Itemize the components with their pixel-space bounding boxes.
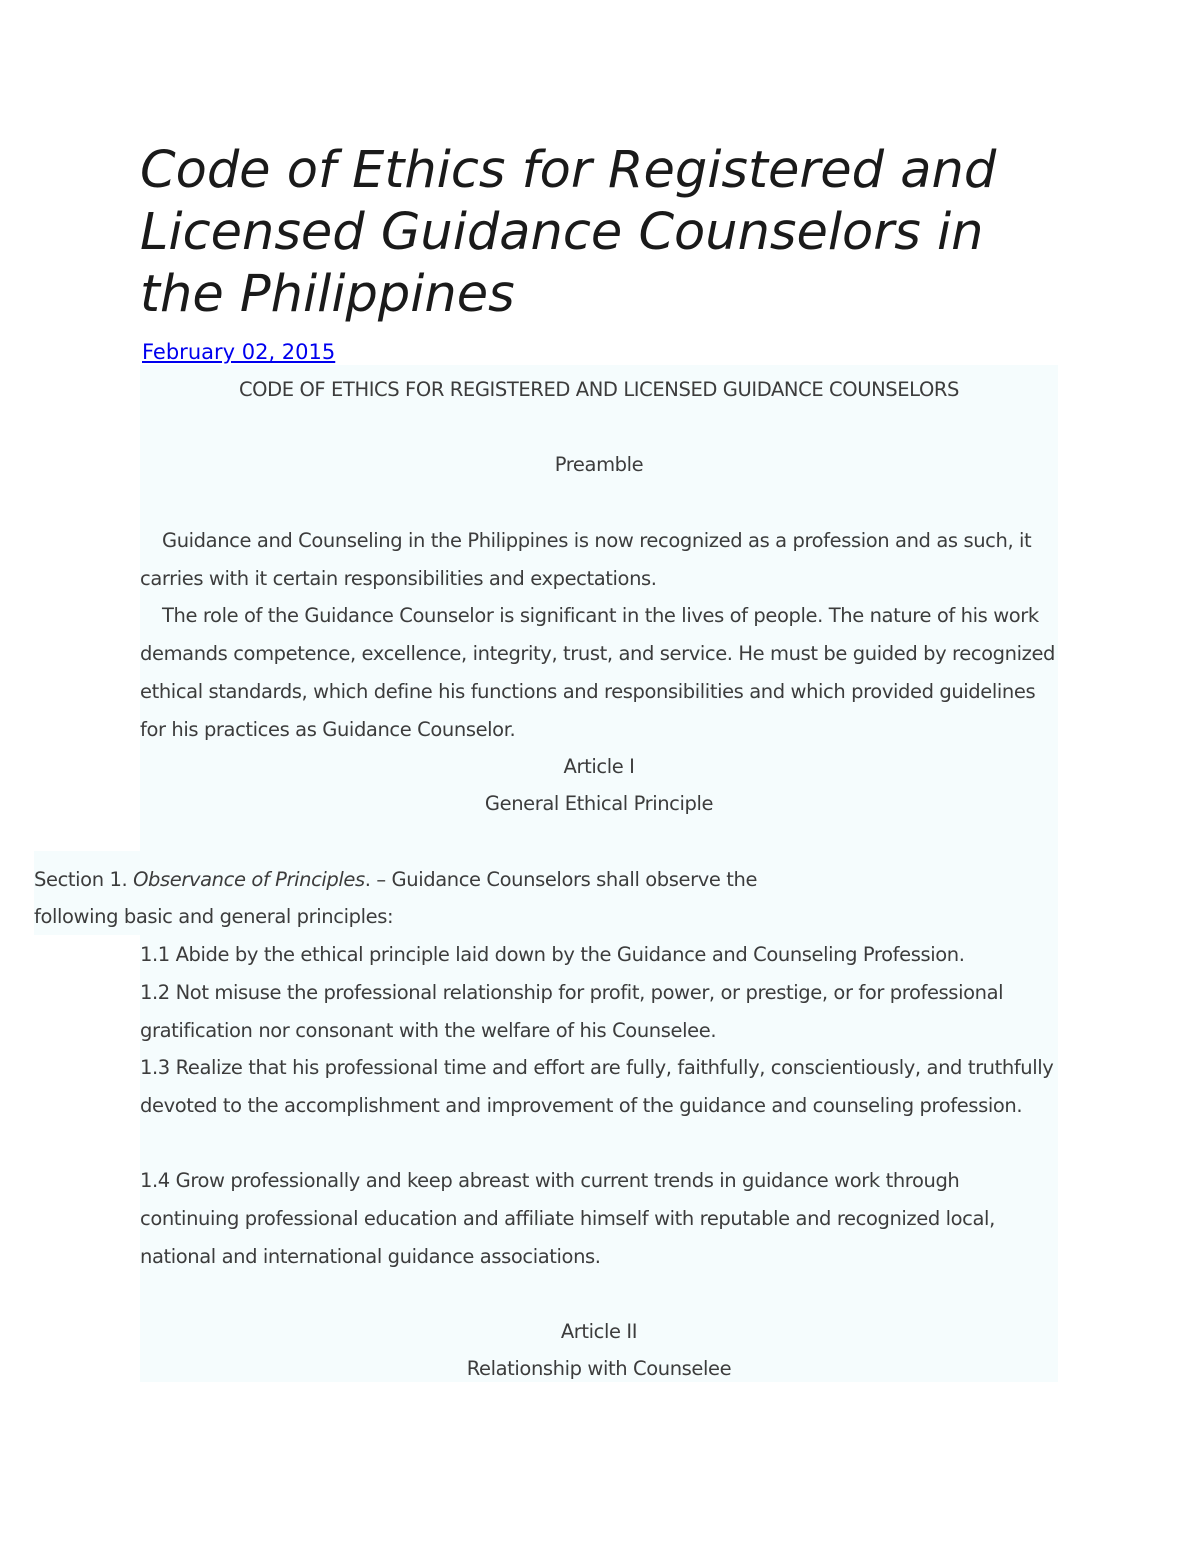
- document-title: Code of Ethics for Registered and Licensed Guidance Counselors in the Philippines: [140, 141, 997, 324]
- article-1-number: Article I: [563, 755, 635, 778]
- article-2-number: Article II: [560, 1320, 638, 1343]
- principle-item: 1.1 Abide by the ethical principle laid down by the Guidance and Counseling Profession.: [140, 943, 965, 966]
- preamble-paragraph: Guidance and Counseling in the Philippines is now recognized as a profession and as such, it carries with it certain responsibilities and expectations.: [140, 529, 1032, 590]
- section-1-text-continued: following basic and general principles:: [34, 905, 394, 928]
- section-1-heading: [34, 861, 757, 899]
- principle-item: 1.3 Realize that his professional time and effort are fully, faithfully, conscientiously, and truthfully devoted to the accomplishment and improvement of the guidance and counseling profession.: [140, 1056, 1054, 1117]
- section-1-name: Observance of Principles: [133, 868, 365, 891]
- section-1-text: . – Guidance Counselors shall observe the: [364, 868, 758, 891]
- preamble-title: Preamble: [554, 453, 644, 476]
- principle-item: 1.2 Not misuse the professional relationship for profit, power, or prestige, or for professional gratification nor consonant with the welfare of his Counselee.: [140, 981, 1004, 1042]
- document-heading: CODE OF ETHICS FOR REGISTERED AND LICENSED GUIDANCE COUNSELORS: [238, 378, 960, 401]
- principle-item: 1.4 Grow professionally and keep abreast with current trends in guidance work through continuing professional education and affiliate himself with reputable and recognized local, national and international guidance associations.: [140, 1169, 995, 1268]
- post-date-link[interactable]: February 02, 2015: [142, 340, 336, 364]
- preamble-paragraph: The role of the Guidance Counselor is significant in the lives of people. The nature of his work demands competence, excellence, integrity, trust, and service. He must be guided by recognized ethical standards, which define his functions and responsibilities and which provided guidelines for his practices as Guidance Counselor.: [140, 604, 1056, 741]
- article-1-title: General Ethical Principle: [484, 792, 714, 815]
- section-1-label: Section 1.: [34, 868, 128, 891]
- article-2-title: Relationship with Counselee: [466, 1357, 732, 1380]
